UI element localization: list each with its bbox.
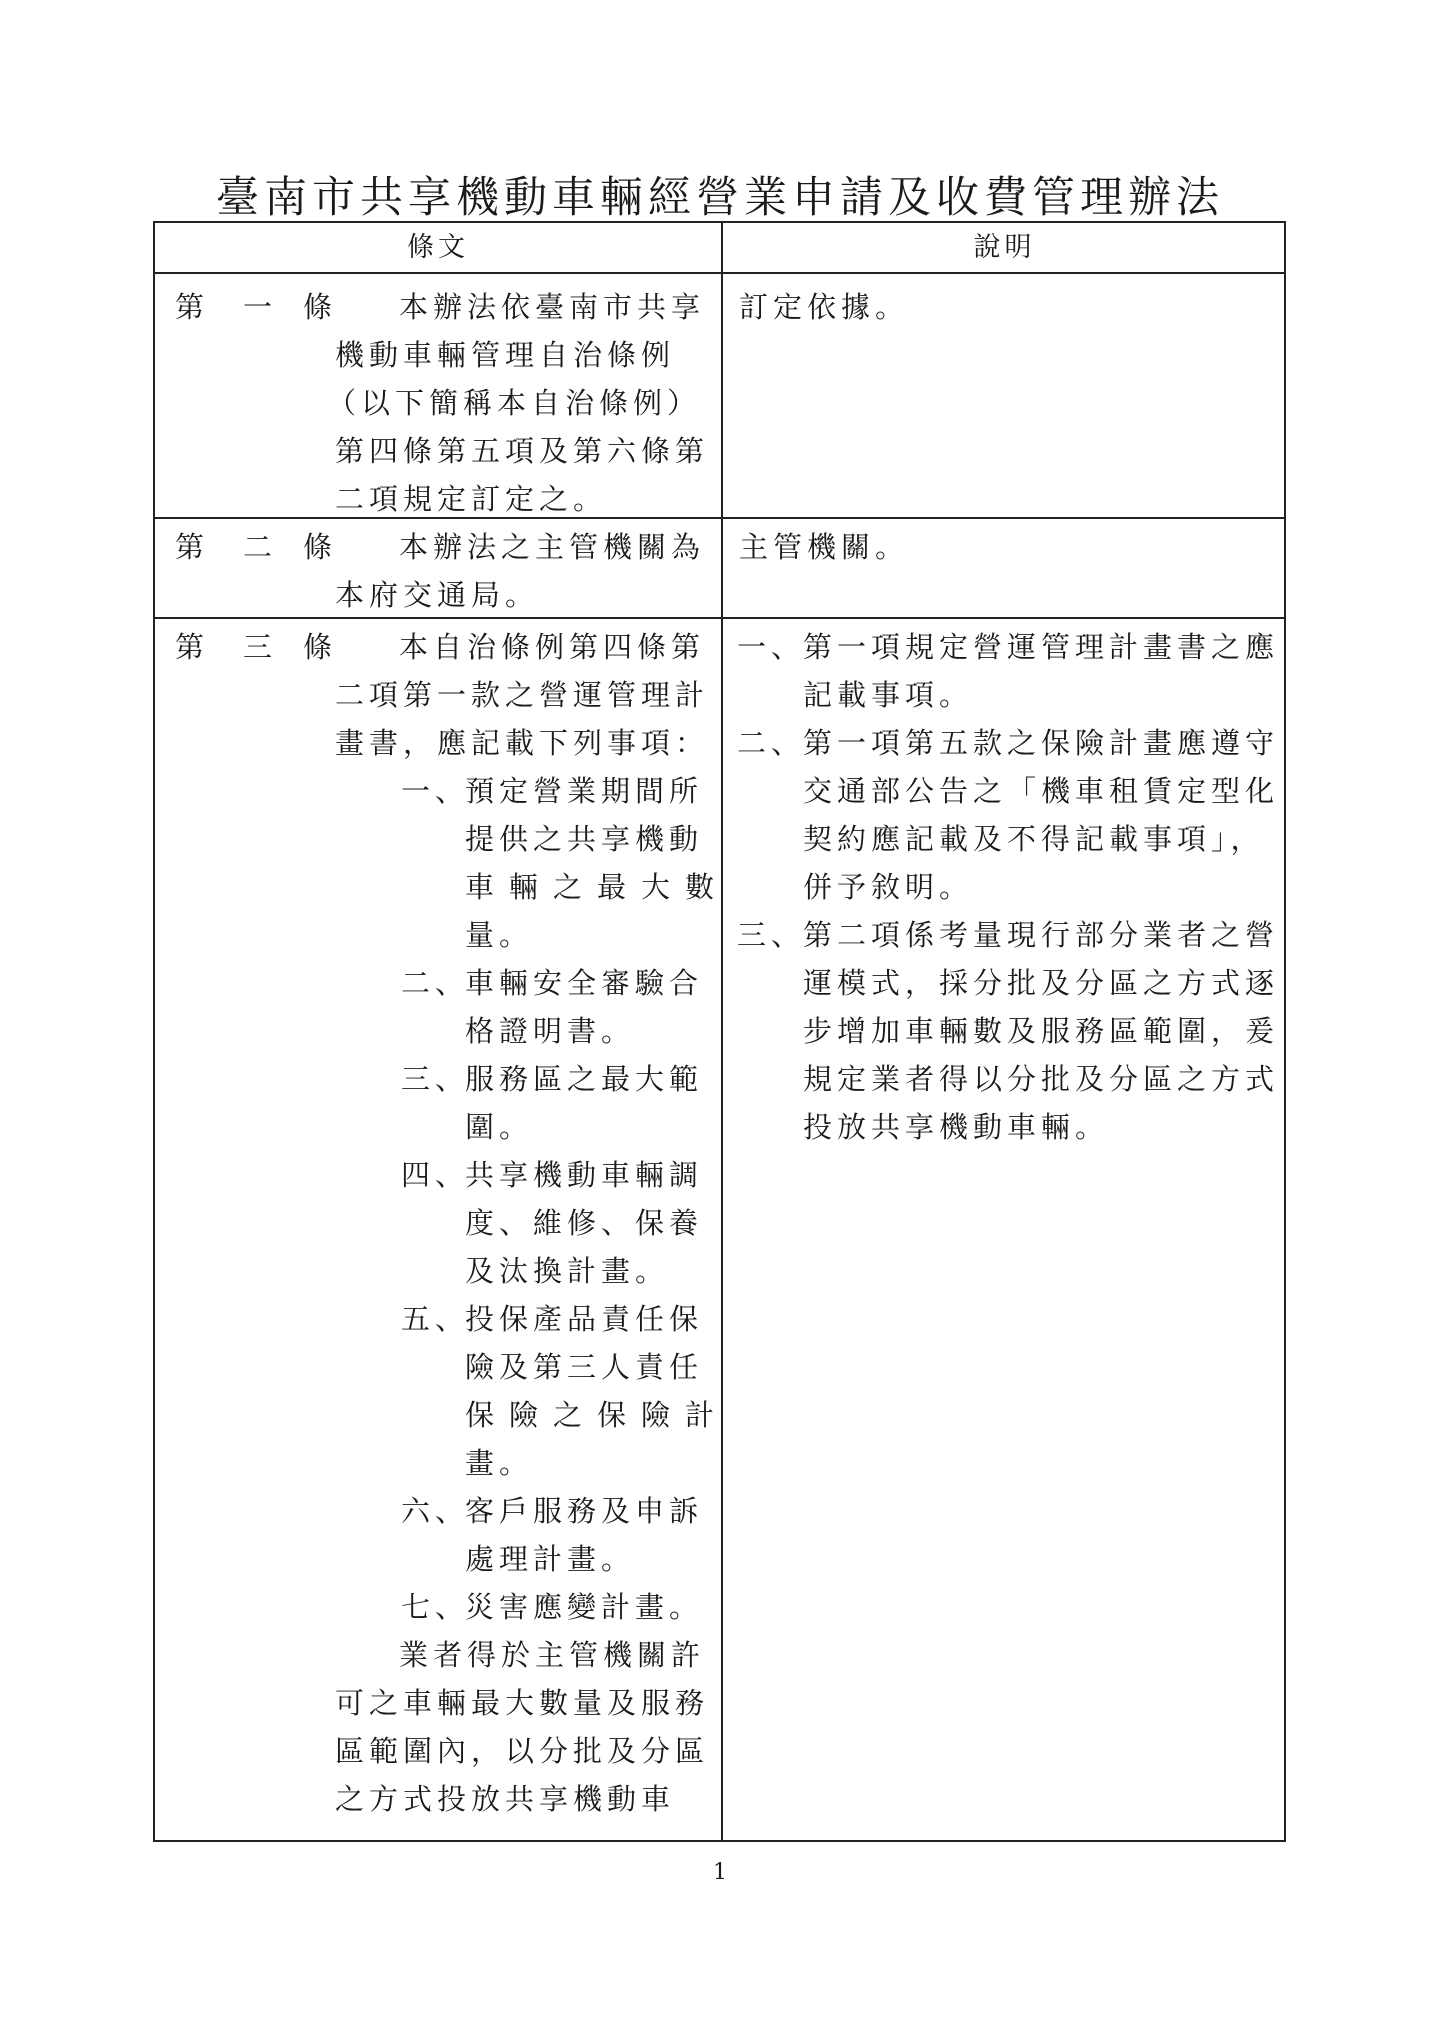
item-number: 六、 bbox=[401, 1494, 470, 1528]
article-text-line: （以下簡稱本自治條例） bbox=[327, 386, 702, 420]
explanation-text-line: 第一項規定營運管理計畫書之應 bbox=[803, 630, 1280, 664]
item-text-line: 度、維修、保養 bbox=[465, 1206, 704, 1240]
item-text-line: 車輛之最大數 bbox=[465, 870, 730, 904]
article-text-line: 之方式投放共享機動車 bbox=[335, 1782, 676, 1816]
item-text-line: 投保產品責任保 bbox=[465, 1302, 704, 1336]
article-text-line: 第四條第五項及第六條第 bbox=[335, 434, 710, 468]
item-text-line: 畫。 bbox=[465, 1446, 534, 1480]
article-label-char: 一 bbox=[243, 290, 278, 324]
document-title: 臺南市共享機動車輛經營業申請及收費管理辦法 bbox=[216, 173, 1224, 223]
explanation-text-line: 契約應記載及不得記載事項」， bbox=[803, 822, 1265, 856]
item-number: 二、 bbox=[401, 966, 470, 1000]
explanation-text-line: 主管機關。 bbox=[739, 530, 910, 564]
item-text-line: 預定營業期間所 bbox=[465, 774, 704, 808]
item-text-line: 服務區之最大範 bbox=[465, 1062, 704, 1096]
item-text-line: 客戶服務及申訴 bbox=[465, 1494, 704, 1528]
item-number: 七、 bbox=[401, 1590, 470, 1624]
item-text-line: 及汰換計畫。 bbox=[465, 1254, 670, 1288]
row-divider bbox=[155, 617, 1284, 619]
article-text-line: 業者得於主管機關許 bbox=[399, 1638, 706, 1672]
article-text-line: 區範圍內，以分批及分區 bbox=[335, 1734, 710, 1768]
explanation-text-line: 訂定依據。 bbox=[739, 290, 910, 324]
article-label-char: 二 bbox=[243, 530, 278, 564]
item-text-line: 處理計畫。 bbox=[465, 1542, 636, 1576]
explanation-text-line: 併予敘明。 bbox=[803, 870, 974, 904]
article-text-line: 二項規定訂定之。 bbox=[335, 482, 608, 516]
item-text-line: 保險之保險計 bbox=[465, 1398, 730, 1432]
explanation-text-line: 第一項第五款之保險計畫應遵守 bbox=[803, 726, 1280, 760]
row-divider bbox=[155, 517, 1284, 519]
provisions-table bbox=[153, 221, 1286, 1842]
item-text-line: 險及第三人責任 bbox=[465, 1350, 704, 1384]
article-label-char: 條 bbox=[303, 630, 338, 664]
article-text-line: 可之車輛最大數量及服務 bbox=[335, 1686, 710, 1720]
article-text-line: 機動車輛管理自治條例 bbox=[335, 338, 676, 372]
header-article: 條文 bbox=[407, 232, 469, 263]
explanation-text-line: 投放共享機動車輛。 bbox=[803, 1110, 1110, 1144]
explanation-text-line: 第二項係考量現行部分業者之營 bbox=[803, 918, 1280, 952]
article-label-char: 三 bbox=[243, 630, 278, 664]
article-label-char: 第 bbox=[175, 530, 210, 564]
article-label-char: 第 bbox=[175, 290, 210, 324]
article-text-line: 本辦法之主管機關為 bbox=[399, 530, 706, 564]
item-number: 五、 bbox=[401, 1302, 470, 1336]
explanation-text-line: 記載事項。 bbox=[803, 678, 974, 712]
explanation-item-number: 三、 bbox=[737, 918, 806, 952]
item-text-line: 災害應變計畫。 bbox=[465, 1590, 704, 1624]
explanation-text-line: 步增加車輛數及服務區範圍，爰 bbox=[803, 1014, 1280, 1048]
explanation-text-line: 交通部公告之「機車租賃定型化 bbox=[803, 774, 1280, 808]
explanation-text-line: 運模式，採分批及分區之方式逐 bbox=[803, 966, 1280, 1000]
article-label-char: 第 bbox=[175, 630, 210, 664]
item-text-line: 車輛安全審驗合 bbox=[465, 966, 704, 1000]
page-number: 1 bbox=[713, 1860, 727, 1885]
item-text-line: 圍。 bbox=[465, 1110, 534, 1144]
item-text-line: 提供之共享機動 bbox=[465, 822, 704, 856]
explanation-item-number: 二、 bbox=[737, 726, 806, 760]
article-text-line: 畫書，應記載下列事項： bbox=[335, 726, 710, 760]
article-text-line: 二項第一款之營運管理計 bbox=[335, 678, 710, 712]
explanation-text-line: 規定業者得以分批及分區之方式 bbox=[803, 1062, 1280, 1096]
item-text-line: 共享機動車輛調 bbox=[465, 1158, 704, 1192]
item-number: 四、 bbox=[401, 1158, 470, 1192]
item-number: 三、 bbox=[401, 1062, 470, 1096]
header-explanation: 說明 bbox=[973, 232, 1036, 263]
article-text-line: 本自治條例第四條第 bbox=[399, 630, 706, 664]
item-text-line: 格證明書。 bbox=[465, 1014, 636, 1048]
explanation-item-number: 一、 bbox=[737, 630, 806, 664]
article-label-char: 條 bbox=[303, 530, 338, 564]
column-divider bbox=[721, 223, 723, 1840]
article-text-line: 本辦法依臺南市共享 bbox=[399, 290, 706, 324]
article-label-char: 條 bbox=[303, 290, 338, 324]
article-text-line: 本府交通局。 bbox=[335, 578, 540, 612]
item-number: 一、 bbox=[401, 774, 470, 808]
item-text-line: 量。 bbox=[465, 918, 534, 952]
